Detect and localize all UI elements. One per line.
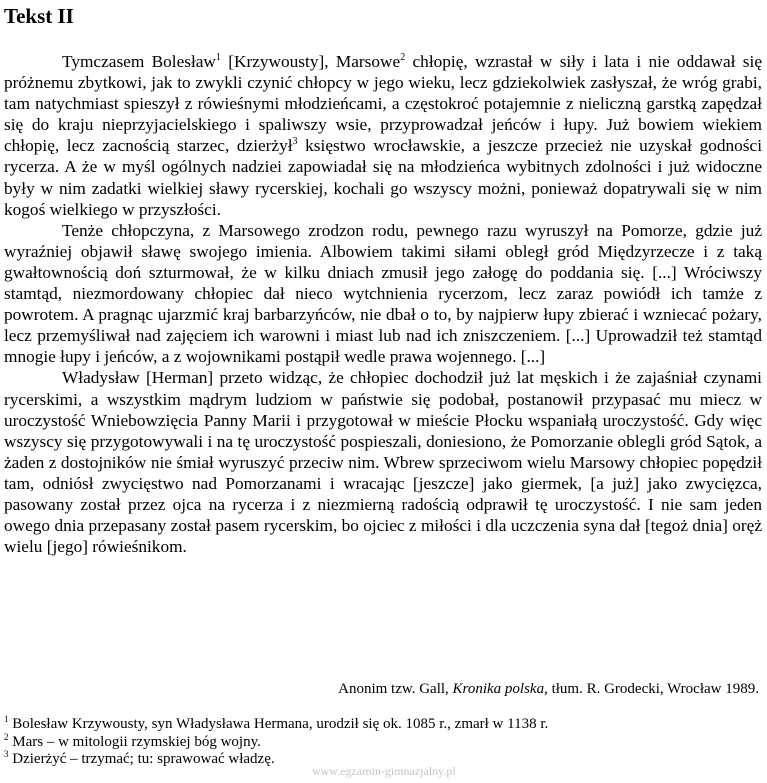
footnote-ref-3: 3 <box>292 136 298 148</box>
source-author: Anonim tzw. Gall, <box>338 681 453 697</box>
footnote-text: Bolesław Krzywousty, syn Władysława Hermana, urodził się ok. 1085 r., zmarł w 1138 r. <box>8 716 549 732</box>
paragraph-1-part-1: Tymczasem Bolesław <box>62 52 216 71</box>
paragraph-1-part-3: chłopię, wzrastał w siły i lata i nie oddawał się próżnemu zbytkowi, jak to zwykli czynić chłopcy w jego wieku, lecz gdziekolwiek zasłyszał, że wróg grabi, tam natychmiast spieszył z rówieśnymi młodzieńcami, a częstokroć potajemnie z nieliczną garstką zapędzał się do kraju nieprzyjacielskiego i spaliwszy wsie, przyprowadzał jeńców i łupy. Już bowiem wiekiem chłopię, lecz zacnością starzec, dzierżył <box>4 52 762 156</box>
paragraph-1-part-2: [Krzywousty], Marsowe <box>220 52 401 71</box>
footnote-ref-2: 2 <box>400 52 406 63</box>
footnote-number: 2 <box>4 731 9 742</box>
footnote-ref-1: 1 <box>215 52 221 63</box>
text-body <box>4 51 762 557</box>
source-citation <box>338 680 759 698</box>
source-work-title: Kronika polska <box>452 681 545 697</box>
footnote-2 <box>4 731 604 752</box>
source-details: , tłum. R. Grodecki, Wrocław 1989. <box>544 681 759 697</box>
paragraph-1-part-4: księstwo wrocławskie, a jeszcze przecież nie uzyskał godności rycerza. A że w myśl ogólnych nadziei zapowiadał się na młodzieńca wybitnych zdolności i już widoczne były w nim zadatki wielkiej sławy rycerskiej, kochali go wszyscy możni, ponieważ dopatrywali się w nim kogoś wielkiego w przyszłości. <box>4 136 762 219</box>
footnote-3 <box>4 751 604 769</box>
footnote-text: Mars – w mitologii rzymskiej bóg wojny. <box>8 733 261 750</box>
paragraph-2: Tenże chłopczyna, z Marsowego zrodzon rodu, pewnego razu wyruszył na Pomorze, gdzie już wyraźniej objawił sławę swojego imienia. Albowiem takimi siłami obległ gród Międzyrzecze i z taką gwałtownością doń szturmował, że w kilku dniach zmusił jego załogę do poddania się. [...] Wróciwszy stamtąd, niezmordowany chłopiec dał nieco wytchnienia rycerzom, lecz zaraz powiódł ich tamże z powrotem. A pragnąc ujarzmić kraj barbarzyńców, nie dbał o to, by najpierw łupy zbierać i wzniecać pożary, lecz przemyśliwał nad zajęciem ich warowni i miast lub nad ich zniszczeniem. [...] Uprowadził też stamtąd mnogie łupy i jeńców, a z wojownikami postąpił wedle prawa wojennego. [...] <box>4 220 762 367</box>
footnote-number: 1 <box>4 714 9 724</box>
footnotes <box>4 716 604 769</box>
paragraph-3: Władysław [Herman] przeto widząc, że chłopiec dochodził już lat męskich i że zajaśniał czynami rycerskimi, a wszystkim mądrym ludziom w państwie się podobał, postanowił przypasać mu miecz w uroczystość Wniebowzięcia Panny Marii i przygotował w mieście Płocku wspaniałą uroczystość. Gdy więc wszyscy się przygotowywali i na tę uroczystość pospieszali, doniesiono, że Pomorzanie oblegli gród Sątok, a żaden z dostojników nie śmiał wyruszyć przeciw nim. Wbrew sprzeciwom wielu Marsowy chłopiec popędził tam, odniósł zwycięstwo nad Pomorzanami i wracając [jeszcze] jako giermek, [a już] jako zwycięzca, pasowany został przez ojca na rycerza i z niezmierną radością odprawił tę uroczystość. I nie sam jeden owego dnia przepasany został pasem rycerskim, bo ojciec z miłości i dla uczczenia syna dał [tegoż dnia] oręż wielu [jego] rówieśnikom. <box>4 368 762 557</box>
watermark: www.egzamin-gimnazjalny.pl <box>312 764 456 778</box>
paragraph-1 <box>4 51 762 220</box>
footnote-number: 3 <box>4 749 9 759</box>
page-title: Tekst II <box>4 4 74 28</box>
footnote-1 <box>4 716 604 734</box>
footnote-text: Dzierżyć – trzymać; tu: sprawować władzę. <box>8 751 275 767</box>
